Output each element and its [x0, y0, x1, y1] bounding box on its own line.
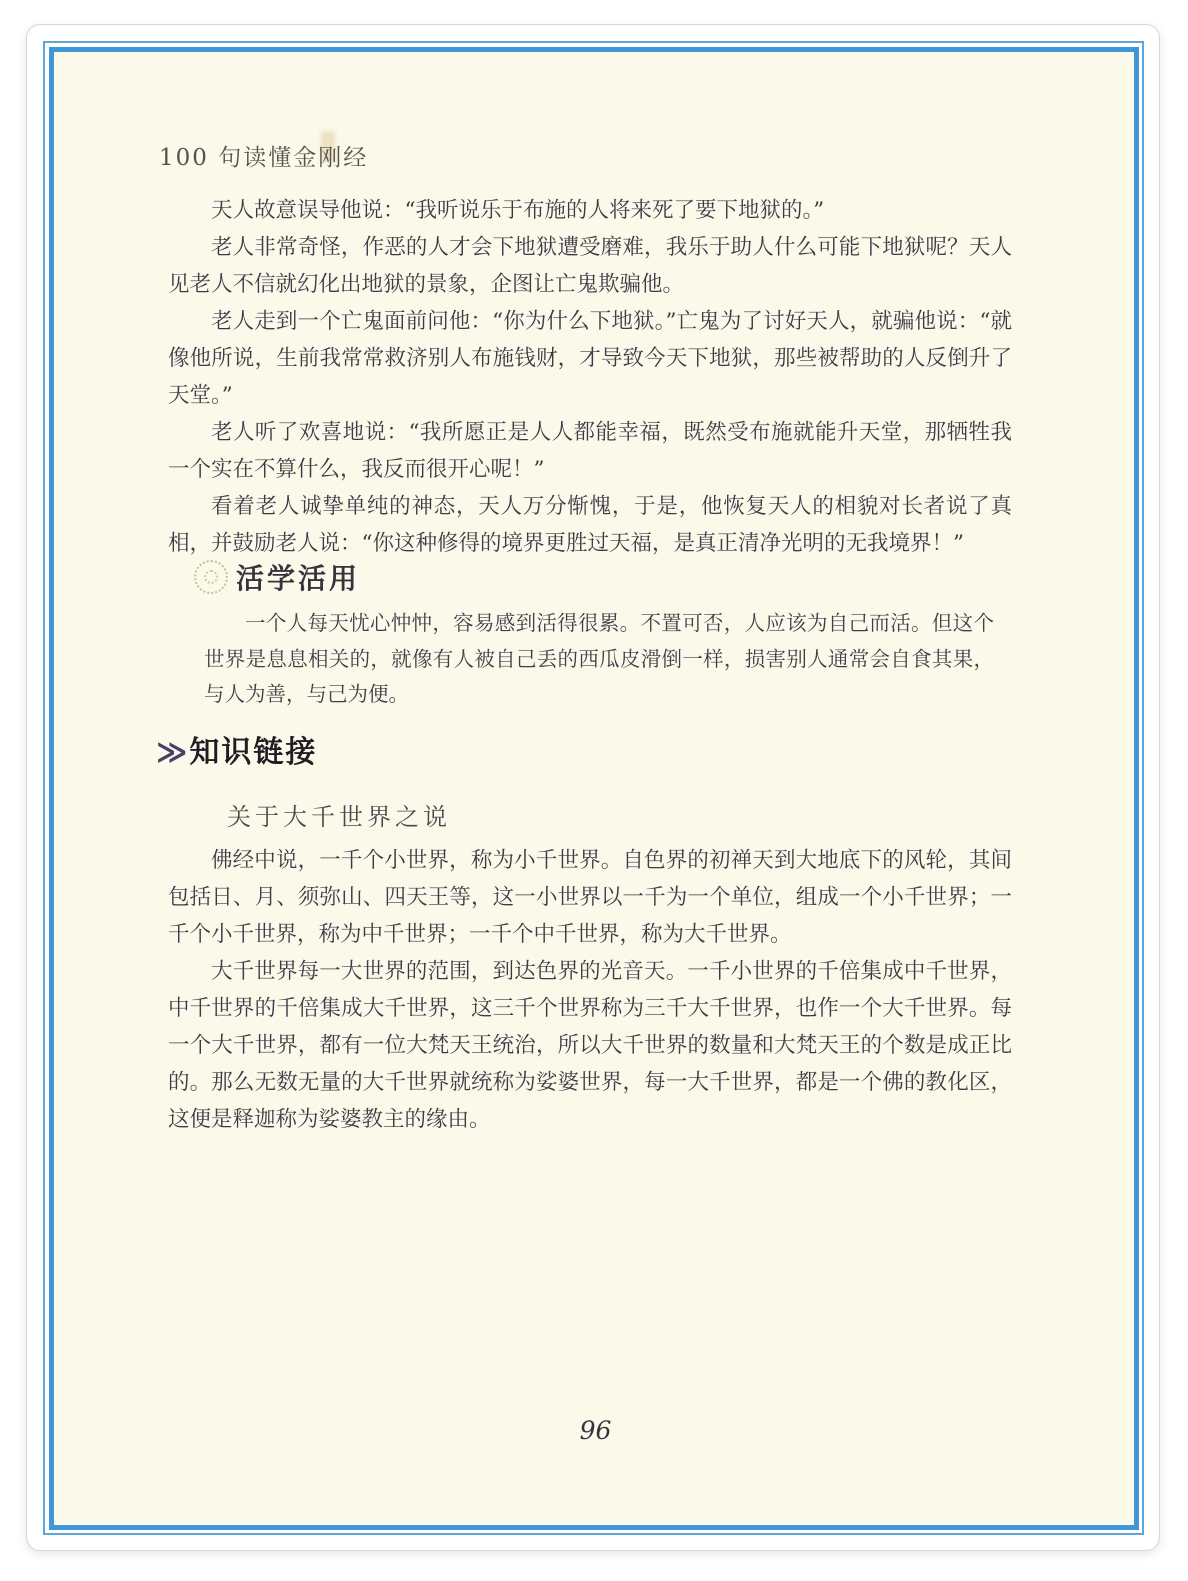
- dotted-circle-icon: [194, 560, 228, 594]
- knowledge-text: [168, 842, 1012, 1138]
- story-paragraph: 老人走到一个亡鬼面前问他：“你为什么下地狱。”亡鬼为了讨好天人，就骗他说：“就像他所说，生前我常常救济别人布施钱财，才导致今天下地狱，那些被帮助的人反倒升了天堂。”: [168, 309, 1012, 408]
- knowledge-section-subtitle: 关于大千世界之说: [227, 803, 451, 831]
- knowledge-section-header: [156, 736, 317, 769]
- practical-section-title: 活学活用: [236, 562, 361, 595]
- practical-section-header: [194, 557, 360, 597]
- knowledge-section-title: 知识链接: [189, 735, 318, 770]
- story-paragraph: 看着老人诚挚单纯的神态，天人万分惭愧，于是，他恢复天人的相貌对长者说了真相，并鼓励老人说：“你这种修得的境界更胜过天福，是真正清净光明的无我境界！”: [168, 494, 1012, 556]
- practical-section-paragraph: 一个人每天忧心忡忡，容易感到活得很累。不置可否，人应该为自己而活。但这个世界是息息相关的，就像有人被自己丢的西瓜皮滑倒一样，损害别人通常会自食其果，与人为善，与己为便。: [204, 611, 994, 706]
- story-paragraph: 老人非常奇怪，作恶的人才会下地狱遭受磨难，我乐于助人什么可能下地狱呢？天人见老人不信就幻化出地狱的景象，企图让亡鬼欺骗他。: [168, 235, 1012, 297]
- running-head: 100 句读懂金刚经: [159, 145, 369, 171]
- knowledge-paragraph: 大千世界每一大世界的范围，到达色界的光音天。一千小世界的千倍集成中千世界，中千世界的千倍集成大千世界，这三千个世界称为三千大千世界，也作一个大千世界。每一个大千世界，都有一位大梵天王统治，所以大千世界的数量和大梵天王的个数是成正比的。那么无数无量的大千世界就统称为娑婆世界，每一大千世界，都是一个佛的教化区，这便是释迦称为娑婆教主的缘由。: [168, 959, 1012, 1132]
- story-text: [168, 192, 1012, 562]
- story-paragraph: 天人故意误导他说：“我听说乐于布施的人将来死了要下地狱的。”: [211, 198, 825, 223]
- story-paragraph: 老人听了欢喜地说：“我所愿正是人人都能幸福，既然受布施就能升天堂，那牺牲我一个实在不算什么，我反而很开心呢！”: [168, 420, 1012, 482]
- double-chevron-icon: ≫: [156, 734, 188, 770]
- page-number: 96: [579, 1416, 612, 1445]
- knowledge-paragraph: 佛经中说，一千个小世界，称为小千世界。自色界的初禅天到大地底下的风轮，其间包括日、月、须弥山、四天王等，这一小世界以一千为一个单位，组成一个小千世界；一千个小千世界，称为中千世界；一千个中千世界，称为大千世界。: [168, 848, 1012, 947]
